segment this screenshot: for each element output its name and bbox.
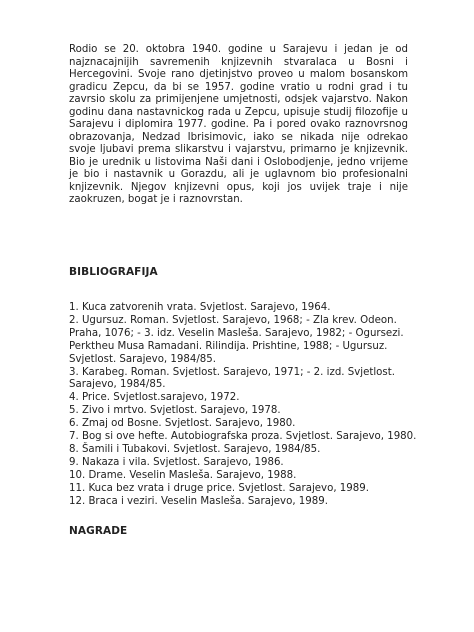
bibliography-item: 10. Drame. Veselin Masleša. Sarajevo, 1988. [69, 469, 297, 481]
bibliography-item: 12. Braca i veziri. Veselin Masleša. Sarajevo, 1989. [69, 495, 328, 507]
bibliography-item: 11. Kuca bez vrata i druge price. Svjetlost. Sarajevo, 1989. [69, 482, 369, 494]
bibliography-item: 9. Nakaza i vila. Svjetlost. Sarajevo, 1986. [69, 456, 284, 468]
bibliography-item: 6. Zmaj od Bosne. Svjetlost. Sarajevo, 1980. [69, 418, 296, 430]
bibliography-item: 3. Karabeg. Roman. Svjetlost. Sarajevo, 1971; - 2. izd. Svjetlost. Sarajevo, 1984/85. [69, 366, 395, 391]
bibliography-item: 4. Price. Svjetlost.sarajevo, 1972. [69, 392, 240, 404]
bibliography-item: 5. Zivo i mrtvo. Svjetlost. Sarajevo, 1978. [69, 405, 281, 417]
bibliography-heading: BIBLIOGRAFIJA [69, 266, 158, 278]
bibliography-list [69, 302, 419, 509]
bibliography-item: 7. Bog si ove hefte. Autobiografska proza. Svjetlost. Sarajevo, 1980. [69, 431, 417, 443]
bibliography-item: 8. Šamili i Tubakovi. Svjetlost. Sarajevo, 1984/85. [69, 443, 321, 455]
bibliography-item: 2. Ugursuz. Roman. Svjetlost. Sarajevo, 1968; - Zla krev. Odeon. Praha, 1076; - 3. idz. Veselin Masleša. Sarajevo, 1982; - Ogursezi. Perktheu Musa Ramadani. Rilindija. Prishtine, 1988; - Ugursuz. Svjetlost. Sarajevo, 1984/85. [69, 314, 404, 365]
biography-paragraph: Rodio se 20. oktobra 1940. godine u Sarajevu i jedan je od najznacajnijih savremenih knjizevnih stvaralaca u Bosni i Hercegovini. Svoje rano djetinjstvo proveo u malom bosanskom gradicu Zepcu, da bi se 1957. godine vratio u rodni grad i tu zavrsio skolu za primijenjene umjetnosti, odsjek vajarstvo. Nakon godinu dana nastavnickog rada u Zepcu, upisuje studij filozofije u Sarajevu i diplomira 1977. godine. Pa i pored ovako raznovrsnog obrazovanja, Nedzad Ibrisimovic, iako se nikada nije odrekao svoje ljubavi prema slikarstvu i vajarstvu, primarno je knjizevnik. Bio je urednik u listovima Naši dani i Oslobodjenje, jedno vrijeme je bio i nastavnik u Gorazdu, ali je uglavnom bio profesionalni knjizevnik. Njegov knjizevni opus, koji jos uvijek traje i nije zaokruzen, bogat je i raznovrstan. [69, 44, 408, 205]
bibliography-item: 1. Kuca zatvorenih vrata. Svjetlost. Sarajevo, 1964. [69, 302, 331, 313]
awards-heading: NAGRADE [69, 525, 128, 537]
